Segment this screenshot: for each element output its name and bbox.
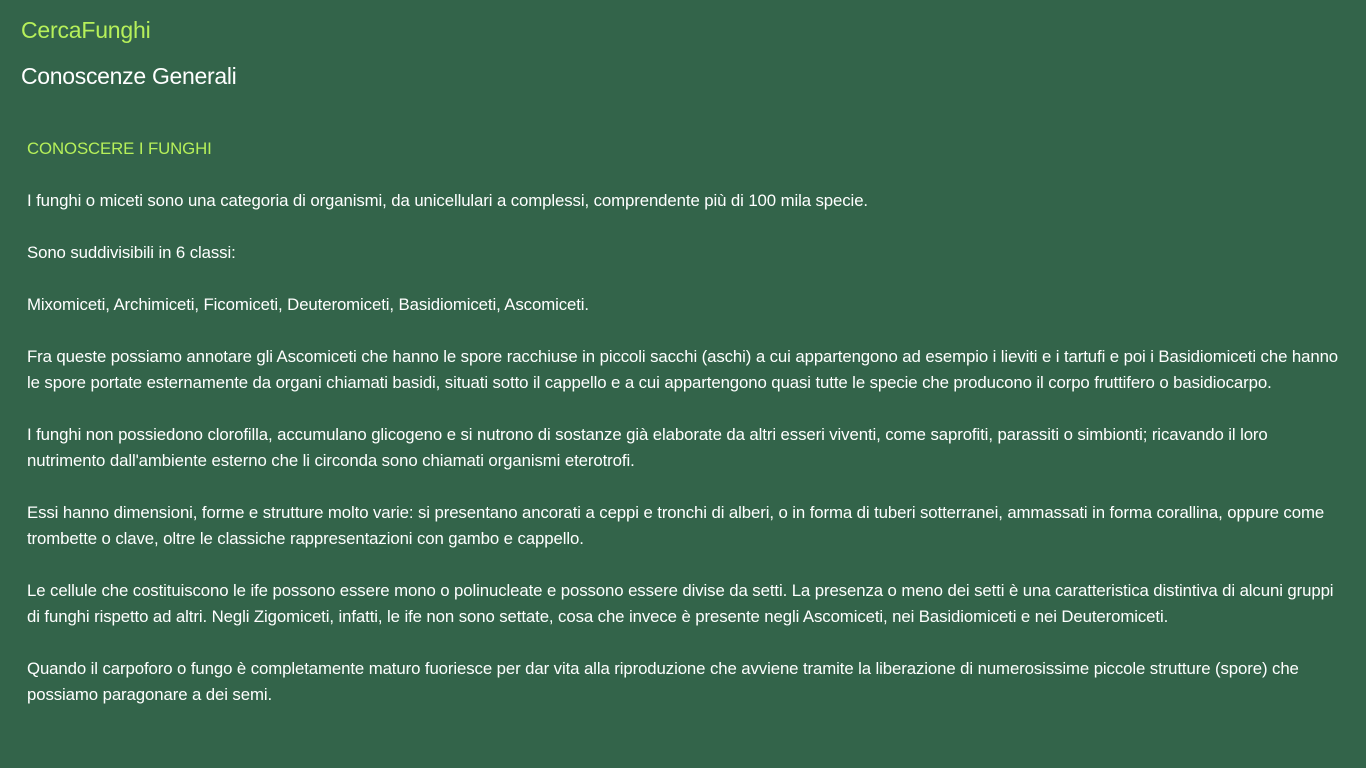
article-paragraph-nutrition: I funghi non possiedono clorofilla, accumulano glicogeno e si nutrono di sostanze già elaborate da altri esseri viventi, come saprofiti, parassiti o simbionti; ricavando il loro nutrimento dall'ambiente esterno che li circonda sono chiamati organismi eterotrofi.	[27, 425, 1268, 470]
article-content	[27, 136, 1347, 708]
article-paragraph-cells: Le cellule che costituiscono le ife possono essere mono o polinucleate e possono essere divise da setti. La presenza o meno dei setti è una caratteristica distintiva di alcuni gruppi di funghi rispetto ad altri. Negli Zigomiceti, infatti, le ife non sono settate, cosa che invece è presente negli Ascomiceti, nei Basidiomiceti e nei Deuteromiceti.	[27, 581, 1334, 626]
page-title: Conoscenze Generali	[21, 63, 237, 89]
app-title: CercaFunghi	[21, 17, 151, 43]
section-heading: CONOSCERE I FUNGHI	[27, 139, 212, 158]
article-paragraph-intro: I funghi o miceti sono una categoria di organismi, da unicellulari a complessi, comprendente più di 100 mila specie.	[27, 191, 868, 210]
article-paragraph-classes-list: Mixomiceti, Archimiceti, Ficomiceti, Deuteromiceti, Basidiomiceti, Ascomiceti.	[27, 295, 589, 314]
article-paragraph-classes-intro: Sono suddivisibili in 6 classi:	[27, 243, 236, 262]
article-paragraph-forms: Essi hanno dimensioni, forme e strutture molto varie: si presentano ancorati a ceppi e tronchi di alberi, o in forma di tuberi sotterranei, ammassati in forma corallina, oppure come trombette o clave, oltre le classiche rappresentazioni con gambo e cappello.	[27, 503, 1325, 548]
article-paragraph-reproduction: Quando il carpoforo o fungo è completamente maturo fuoriesce per dar vita alla riproduzione che avviene tramite la liberazione di numerosissime piccole strutture (spore) che possiamo paragonare a dei semi.	[27, 659, 1299, 704]
article-paragraph-ascomiceti: Fra queste possiamo annotare gli Ascomiceti che hanno le spore racchiuse in piccoli sacchi (aschi) a cui appartengono ad esempio i lieviti e i tartufi e poi i Basidiomiceti che hanno le spore portate esternamente da organi chiamati basidi, situati sotto il cappello e a cui appartengono quasi tutte le specie che producono il corpo fruttifero o basidiocarpo.	[27, 347, 1339, 392]
